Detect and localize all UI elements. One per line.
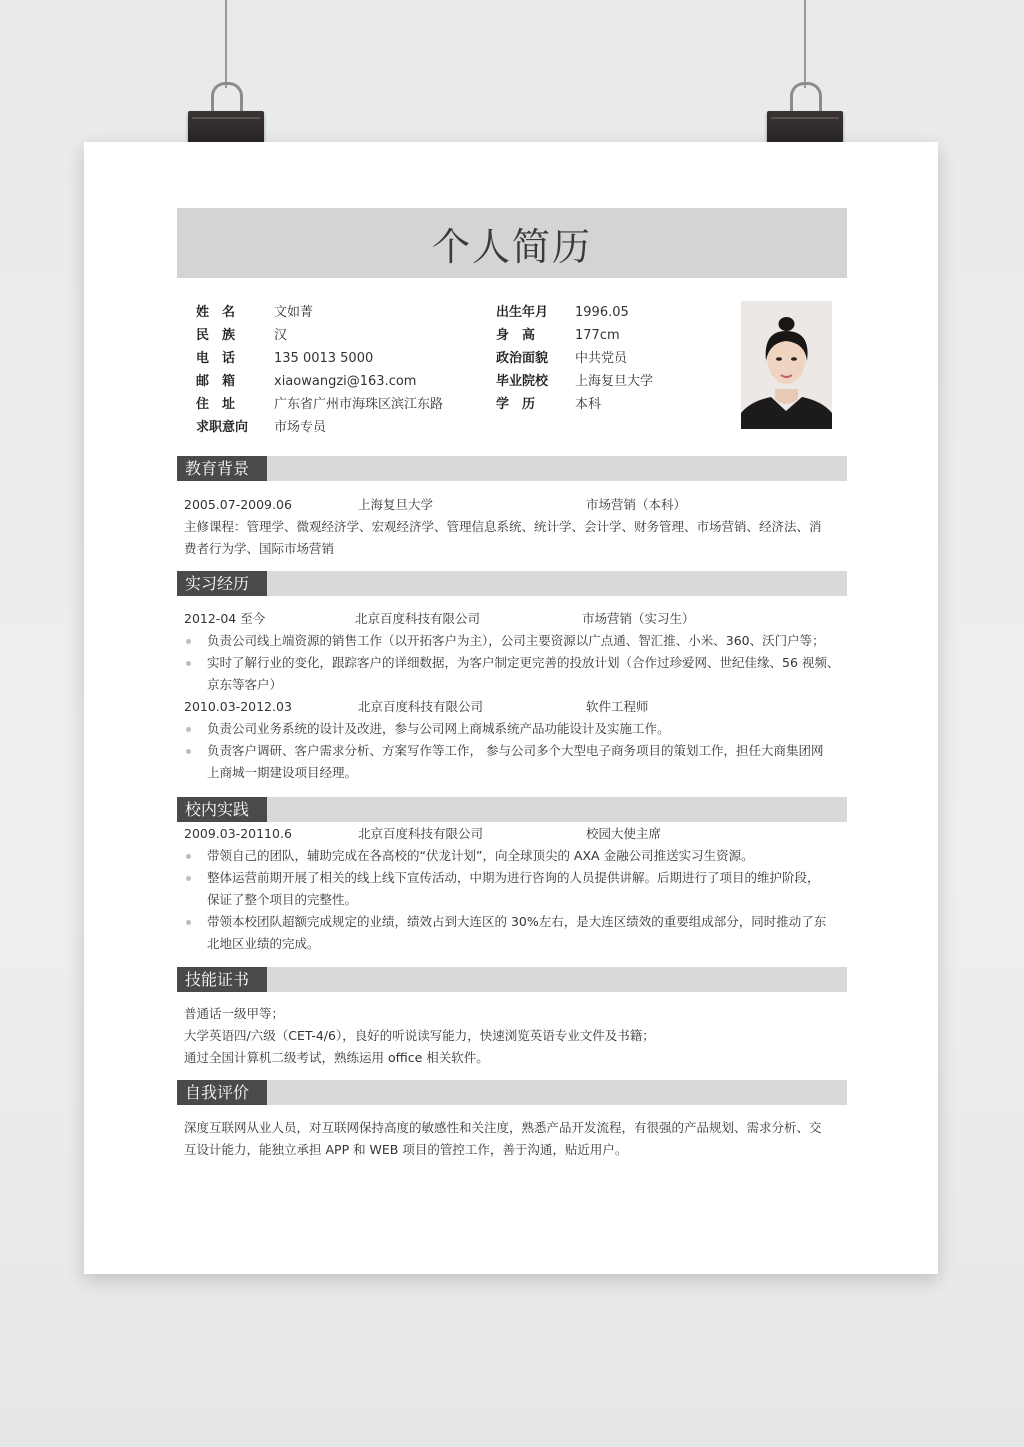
job-item-line: 负责公司线上端资源的销售工作（以开拓客户为主），公司主要资源以广点通、智汇推、小米、360、沃门户等；	[207, 633, 825, 648]
job-period: 2012-04 至今	[184, 611, 266, 626]
bullet-dot	[186, 920, 191, 925]
campus-org: 北京百度科技有限公司	[358, 826, 484, 841]
bullet-dot	[186, 749, 191, 754]
info-label: 住 址	[196, 397, 236, 412]
info-value-email: xiaowangzi@163.com	[274, 374, 417, 389]
resume-paper	[84, 142, 938, 1274]
job-period: 2010.03-2012.03	[184, 699, 292, 714]
job-item-line: 负责客户调研、客户需求分析、方案写作等工作， 参与公司多个大型电子商务项目的策划工作，担任大商集团网	[207, 743, 824, 758]
info-label: 出生年月	[496, 305, 549, 320]
bullet-dot	[186, 727, 191, 732]
title-band	[177, 208, 847, 278]
campus-item-line: 保证了整个项目的完整性。	[207, 892, 358, 907]
info-value-address: 广东省广州市海珠区滨江东路	[274, 397, 444, 412]
campus-item-line: 整体运营前期开展了相关的线上线下宣传活动，中期为进行咨询的人员提供讲解。后期进行了项目的维护阶段，	[207, 870, 820, 885]
info-value-name: 文如菁	[274, 305, 314, 320]
job-role: 市场营销（实习生）	[582, 611, 695, 626]
section-campus	[177, 797, 847, 822]
info-label: 姓 名	[196, 305, 236, 320]
info-label: 民 族	[196, 328, 236, 343]
job-item-line: 京东等客户）	[207, 677, 283, 692]
job-company: 北京百度科技有限公司	[358, 699, 484, 714]
info-value-objective: 市场专员	[274, 420, 327, 435]
bullet-dot	[186, 661, 191, 666]
info-label: 身 高	[496, 328, 536, 343]
info-label: 政治面貌	[496, 351, 549, 366]
bullet-dot	[186, 639, 191, 644]
section-internship	[177, 571, 847, 596]
skill-line: 通过全国计算机二级考试，熟练运用 office 相关软件。	[184, 1050, 489, 1065]
campus-role: 校园大使主席	[586, 826, 662, 841]
edu-courses-line: 主修课程：管理学、微观经济学、宏观经济学、管理信息系统、统计学、会计学、财务管理、市场营销、经济法、消	[184, 519, 822, 534]
job-item-line: 实时了解行业的变化，跟踪客户的详细数据，为客户制定更完善的投放计划（合作过珍爱网、世纪佳缘、56 视频、	[207, 655, 840, 670]
info-label: 学 历	[496, 397, 536, 412]
profile-photo	[741, 301, 832, 429]
job-item-line: 负责公司业务系统的设计及改进，参与公司网上商城系统产品功能设计及实施工作。	[207, 721, 670, 736]
page-title: 个人简历	[431, 224, 592, 269]
hanging-wire-left	[225, 0, 227, 88]
info-value-school: 上海复旦大学	[575, 374, 654, 389]
info-value-birth: 1996.05	[575, 305, 629, 320]
info-value-politics: 中共党员	[575, 351, 628, 366]
info-value-degree: 本科	[575, 397, 602, 412]
self-eval-line: 互设计能力，能独立承担 APP 和 WEB 项目的管控工作，善于沟通，贴近用户。	[184, 1142, 628, 1157]
section-self-evaluation	[177, 1080, 847, 1105]
skill-line: 大学英语四/六级（CET-4/6），良好的听说读写能力，快速浏览英语专业文件及书籍；	[184, 1028, 655, 1043]
self-eval-line: 深度互联网从业人员，对互联网保持高度的敏感性和关注度，熟悉产品开发流程，有很强的产品规划、需求分析、交	[184, 1120, 822, 1135]
edu-courses-line: 费者行为学、国际市场营销	[184, 541, 335, 556]
section-education	[177, 456, 847, 481]
section-heading: 教育背景	[177, 456, 267, 481]
section-heading: 技能证书	[177, 967, 267, 992]
job-role: 软件工程师	[586, 699, 649, 714]
bullet-dot	[186, 876, 191, 881]
campus-period: 2009.03-20110.6	[184, 826, 292, 841]
section-heading: 自我评价	[177, 1080, 267, 1105]
edu-major: 市场营销（本科）	[586, 497, 687, 512]
info-value-height: 177cm	[575, 328, 620, 343]
edu-school: 上海复旦大学	[358, 497, 434, 512]
skill-line: 普通话一级甲等；	[184, 1006, 285, 1021]
info-value-ethnicity: 汉	[274, 328, 288, 343]
section-skills	[177, 967, 847, 992]
hanging-wire-right	[804, 0, 806, 88]
info-label: 邮 箱	[196, 374, 236, 389]
job-item-line: 上商城一期建设项目经理。	[207, 765, 358, 780]
job-company: 北京百度科技有限公司	[355, 611, 481, 626]
section-heading: 校内实践	[177, 797, 267, 822]
info-label: 电 话	[196, 351, 236, 366]
section-heading: 实习经历	[177, 571, 267, 596]
info-label: 求职意向	[196, 420, 249, 435]
edu-period: 2005.07-2009.06	[184, 497, 292, 512]
info-label: 毕业院校	[496, 374, 549, 389]
bullet-dot	[186, 854, 191, 859]
campus-item-line: 带领本校团队超额完成规定的业绩，绩效占到大连区的 30%左右，是大连区绩效的重要组成部分，同时推动了东	[207, 914, 827, 929]
campus-item-line: 北地区业绩的完成。	[207, 936, 320, 951]
campus-item-line: 带领自己的团队，辅助完成在各高校的“伏龙计划”，向全球顶尖的 AXA 金融公司推送实习生资源。	[207, 848, 754, 863]
info-value-phone: 135 0013 5000	[274, 351, 374, 366]
